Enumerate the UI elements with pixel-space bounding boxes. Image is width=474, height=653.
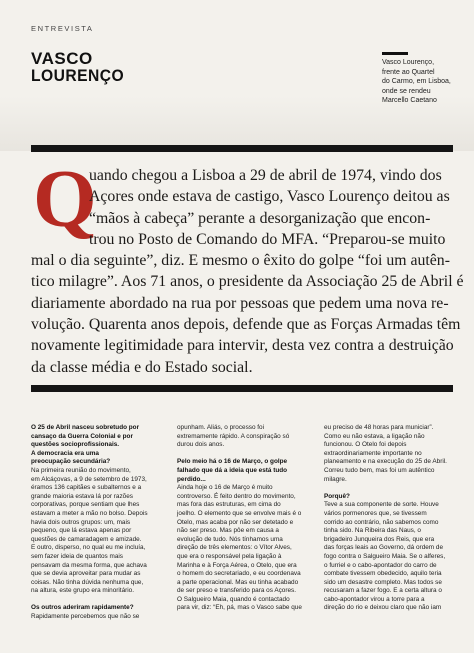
answer-line: fogo contra o Salgueiro Maia. Se o alferes,	[324, 552, 446, 560]
answer-line: o homem do secretariado, e eu coordenava	[177, 570, 301, 578]
lede-line: volução. Quarenta anos depois, defende que as Forças Armadas têm	[31, 316, 461, 334]
answer-line: opunham. Aliás, o processo foi	[177, 424, 265, 431]
answer-line: éramos 136 capitães e subalternos e a	[31, 484, 142, 492]
answer-line: mas fora das estruturas, em cima do	[177, 501, 281, 509]
answer-line: questões de camaradagem e amizade.	[31, 535, 142, 543]
body-column-2	[177, 424, 315, 613]
answer-line: Marinha e à Força Aérea, o Otelo, que era	[177, 561, 297, 569]
answer-line: para vir, diz: “Eh, pá, mas o Vasco sabe que	[177, 604, 302, 612]
lede-line: Açores onde estava de castigo, Vasco Lourenço deitou as	[89, 188, 450, 206]
bottom-divider-bar	[31, 385, 453, 392]
question-line: Pelo meio há o 16 de Março, o golpe	[177, 458, 288, 466]
question-line: Os outros aderiram rapidamente?	[31, 604, 134, 612]
question-line: Porquê?	[324, 492, 350, 500]
question-line: A democracia era uma	[31, 449, 99, 457]
answer-line: Correu tudo bem, mas foi um autêntico	[324, 466, 435, 474]
lede-line: trou no Posto de Comando do MFA. “Preparou-se muito	[89, 230, 446, 248]
caption-line: Vasco Lourenço,	[382, 59, 435, 66]
section-label: ENTREVISTA	[31, 24, 94, 33]
name-line-1: VASCO	[31, 49, 93, 68]
answer-line: sem fazer ideia de quantos mais	[31, 552, 124, 560]
answer-line: E outro, disperso, no qual eu me incluía,	[31, 544, 146, 552]
body-column-1	[31, 424, 169, 622]
paragraph-gap	[31, 596, 169, 605]
answer-line: Rapidamente percebemos que não se	[31, 613, 140, 621]
lede-line: diariamente abordado na rua por pessoas que pedem uma nova re-	[31, 294, 449, 312]
paragraph-gap	[177, 450, 315, 459]
answer-line: planeamento e na execução do 25 de Abril.	[324, 458, 447, 466]
caption-rule	[382, 52, 408, 55]
caption-line: frente ao Quartel	[382, 68, 435, 76]
paragraph-gap	[324, 484, 462, 493]
top-divider-bar	[31, 145, 453, 152]
answer-line: extraordinariamente importante no	[324, 449, 422, 457]
answer-line: cabo-apontador virou a torre para a	[324, 595, 425, 603]
answer-line: Teve a sua componente de sorte. Houve	[324, 501, 439, 509]
answer-line: vários pormenores que, se tivessem	[324, 509, 427, 517]
answer-line: corporativas, porque sentiam que lhes	[31, 501, 140, 509]
answer-line: a parte operacional. Mas eu tinha acabado	[177, 578, 299, 586]
answer-line: sido um desastre completo. Mas todos se	[324, 578, 442, 586]
answer-line: Ainda hoje o 16 de Março é muito	[177, 484, 273, 492]
answer-line: tinha sido. Na Ribeira das Naus, o	[324, 527, 421, 535]
answer-line: corrido ao contrário, não sabemos como	[324, 518, 439, 526]
question-line: preocupação secundária?	[31, 458, 111, 466]
answer-line: Como eu não estava, a ligação não	[324, 432, 425, 440]
lede-line: da classe média e do Estado social.	[31, 358, 253, 376]
answer-line: estavam a meter a mão no bolso. Depois	[31, 509, 148, 517]
answer-line: milagre.	[324, 475, 347, 483]
body-column-3	[324, 424, 462, 613]
lede-line: mal o dia seguinte”, diz. E mesmo o êxito do golpe “foi um autên-	[31, 252, 450, 270]
answer-line: grande maioria estava lá por razões	[31, 492, 133, 500]
question-line: perdido...	[177, 475, 206, 483]
answer-line: em Alcáçovas, a 9 de setembro de 1973,	[31, 475, 147, 483]
answer-line: não ser preso. Mas pôe em causa a	[177, 527, 279, 535]
answer-line: Otelo, mas acaba por não ser detetado e	[177, 518, 294, 526]
question-line: cansaço da Guerra Colonial e por	[31, 432, 133, 440]
lede-line: tico milagre”. Aos 71 anos, o presidente da Associação 25 de Abril é	[31, 273, 464, 291]
answer-line: pensavam da mesma forma, que achava	[31, 561, 147, 569]
interviewee-name	[31, 50, 132, 84]
answer-line: direção do rio e deixou claro que não iam	[324, 604, 442, 612]
answer-line: coisas. Não tinha dúvida nenhuma que,	[31, 578, 144, 586]
answer-line: funcionou. O Otelo foi depois	[324, 441, 407, 449]
answer-line: o furriel e o cabo-apontador do carro de	[324, 561, 437, 569]
lede-paragraph	[31, 165, 464, 378]
caption-line: do Carmo, em Lisboa,	[382, 78, 451, 85]
answer-line: extremamente rápido. A conspiração só	[177, 432, 290, 440]
photo-caption	[382, 58, 464, 106]
answer-line: que era o responsável pela ligação à	[177, 552, 282, 560]
name-line-2: LOURENÇO	[31, 66, 125, 85]
answer-line: durou dois anos.	[177, 441, 225, 449]
answer-line: eu preciso de 48 horas para municiar”.	[324, 424, 434, 431]
drop-cap: Q	[33, 153, 97, 244]
answer-line: controverso. É feito dentro do movimento,	[177, 492, 296, 500]
lede-line: novamente legitimidade para intervir, desta vez contra a destruição	[31, 337, 454, 355]
answer-line: joelho. O elemento que se envolve mais é o	[177, 509, 302, 517]
caption-line: onde se rendeu	[382, 87, 431, 95]
answer-line: recusaram a fazer fogo. E a certa altura o	[324, 587, 442, 595]
answer-line: brigadeiro Junqueira dos Reis, que era	[324, 535, 435, 543]
answer-line: combate tivessem obedecido, aquilo teria	[324, 570, 442, 578]
answer-line: O Salgueiro Maia, quando é contactado	[177, 595, 290, 603]
lede-line: “mãos à cabeça” perante a desorganização que encon-	[89, 209, 431, 227]
answer-line: que se devia aproveitar para mudar as	[31, 570, 141, 578]
answer-line: evolução de tudo. Nós tínhamos uma	[177, 535, 283, 543]
question-line: questões socioprofissionais.	[31, 441, 120, 449]
question-line: falhado que dá a ideia que está tudo	[177, 466, 288, 474]
lede-line: uando chegou a Lisboa a 29 de abril de 1974, vindo dos	[89, 167, 442, 184]
answer-line: na altura, este grupo era minoritário.	[31, 587, 135, 595]
answer-line: havia dois outros grupos: um, mais	[31, 518, 131, 526]
answer-line: Na primeira reunião do movimento,	[31, 466, 131, 474]
answer-line: de ser preso e transferido para os Açores.	[177, 587, 297, 595]
answer-line: direção de três elementos: o Vítor Alves,	[177, 544, 292, 552]
answer-line: pequeno, que lá estava apenas por	[31, 527, 132, 535]
caption-line: Marcello Caetano	[382, 97, 437, 104]
answer-line: das forças leais ao Governo, dá ordem de	[324, 544, 444, 552]
question-line: O 25 de Abril nasceu sobretudo por	[31, 424, 140, 431]
